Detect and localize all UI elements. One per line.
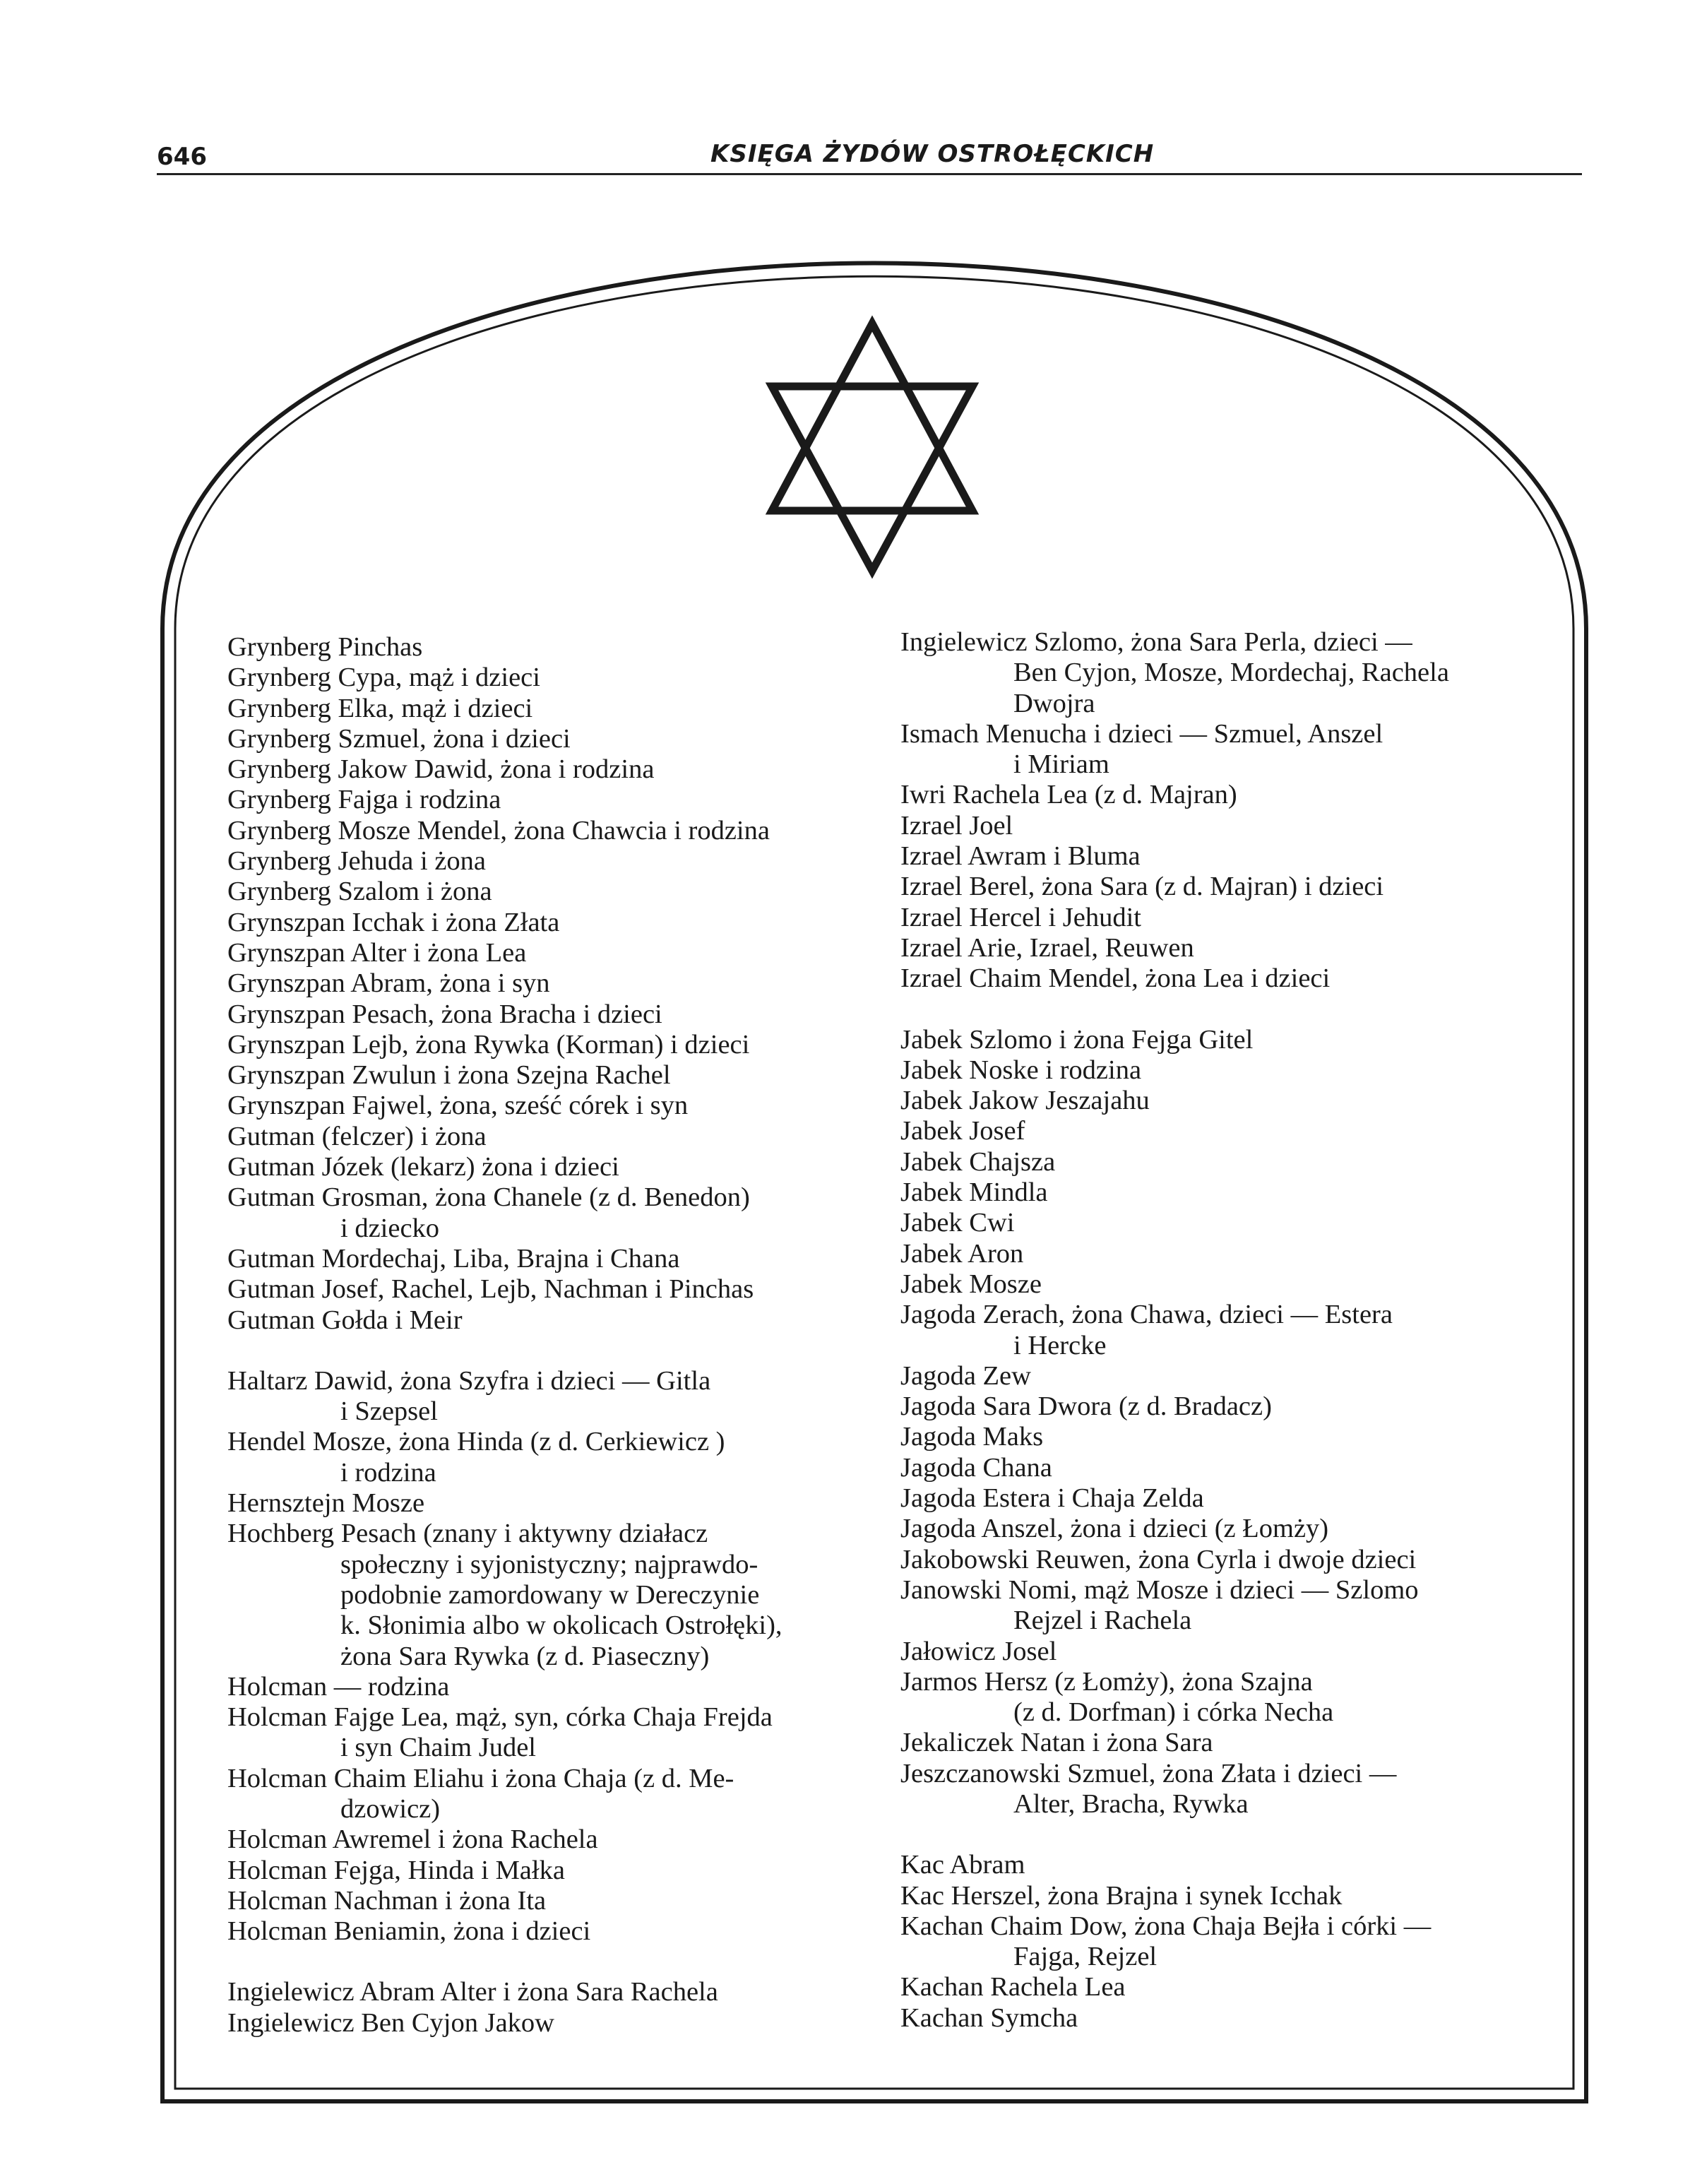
name-entry: Jagoda Chana: [900, 1452, 1052, 1483]
name-entry-continuation: i Miriam: [1013, 749, 1109, 780]
name-entry: Grynszpan Alter i żona Lea: [227, 937, 527, 968]
name-entry: Jałowicz Josel: [900, 1636, 1057, 1666]
name-entry: Grynberg Mosze Mendel, żona Chawcia i rodzina: [227, 815, 770, 845]
name-entry: Gutman Gołda i Meir: [227, 1305, 463, 1335]
name-entry: Hochberg Pesach (znany i aktywny działacz: [227, 1519, 708, 1549]
name-entry-continuation: Fajga, Rejzel: [1013, 1942, 1158, 1972]
name-entry: Jagoda Zerach, żona Chawa, dzieci — Estera: [900, 1300, 1393, 1330]
name-entry: Grynszpan Icchak i żona Złata: [227, 907, 560, 937]
name-entry: Holcman Fajge Lea, mąż, syn, córka Chaja Frejda: [227, 1702, 773, 1733]
name-entry: Holcman — rodzina: [227, 1671, 450, 1702]
name-entry: Jabek Mindla: [900, 1177, 1048, 1208]
name-entry: Holcman Awremel i żona Rachela: [227, 1824, 598, 1855]
section-gap: [900, 995, 1449, 1025]
name-entry: Kachan Symcha: [900, 2002, 1078, 2033]
name-entry: Grynberg Jakow Dawid, żona i rodzina: [227, 754, 655, 785]
name-entry: Izrael Hercel i Jehudit: [900, 902, 1141, 932]
name-entry: Grynszpan Pesach, żona Bracha i dzieci: [227, 999, 662, 1029]
name-entry: Izrael Chaim Mendel, żona Lea i dzieci: [900, 963, 1331, 994]
name-entry: Gutman Józek (lekarz) żona i dzieci: [227, 1152, 619, 1182]
name-entry: Jabek Chajsza: [900, 1146, 1056, 1177]
name-entry-continuation: społeczny i syjonistyczny; najprawdo-: [340, 1549, 758, 1579]
name-entry: Grynszpan Zwulun i żona Szejna Rachel: [227, 1060, 671, 1091]
name-entry: Grynberg Cypa, mąż i dzieci: [227, 663, 540, 693]
name-entry-continuation: Alter, Bracha, Rywka: [1013, 1788, 1249, 1819]
section-gap: [227, 1336, 782, 1366]
name-entry: Jagoda Sara Dwora (z d. Bradacz): [900, 1391, 1272, 1422]
name-entry: Jagoda Zew: [900, 1360, 1031, 1391]
name-entry: Jabek Aron: [900, 1238, 1024, 1269]
name-entry: Jagoda Estera i Chaja Zelda: [900, 1483, 1204, 1514]
name-entry: Jabek Josef: [900, 1116, 1025, 1146]
name-entry: Kac Herszel, żona Brajna i synek Icchak: [900, 1880, 1343, 1911]
name-entry-continuation: i rodzina: [340, 1457, 436, 1488]
name-entry: Ingielewicz Ben Cyjon Jakow: [227, 2007, 554, 2038]
name-entry: Izrael Awram i Bluma: [900, 841, 1141, 872]
name-entry: Izrael Berel, żona Sara (z d. Majran) i dzieci: [900, 872, 1384, 902]
right-name-column: [900, 627, 1449, 2034]
name-entry-continuation: żona Sara Rywka (z d. Piaseczny): [340, 1641, 710, 1671]
name-entry: Gutman Grosman, żona Chanele (z d. Benedon): [227, 1182, 750, 1213]
section-gap: [227, 1947, 782, 1977]
name-entry-continuation: dzowicz): [340, 1793, 441, 1824]
name-entry-continuation: Rejzel i Rachela: [1013, 1606, 1192, 1636]
name-entry: Jagoda Anszel, żona i dzieci (z Łomży): [900, 1514, 1329, 1544]
name-entry: Holcman Chaim Eliahu i żona Chaja (z d. Me-: [227, 1763, 734, 1793]
name-entry: Jabek Mosze: [900, 1269, 1042, 1299]
name-entry: Ingielewicz Szlomo, żona Sara Perla, dzieci —: [900, 627, 1412, 657]
name-entry-continuation: k. Słonimia albo w okolicach Ostrołęki),: [340, 1610, 782, 1641]
name-entry-continuation: i Szepsel: [340, 1396, 438, 1427]
name-entry: Gutman Josef, Rachel, Lejb, Nachman i Pinchas: [227, 1274, 754, 1305]
name-entry: Jabek Cwi: [900, 1208, 1015, 1238]
name-entry: Grynszpan Lejb, żona Rywka (Korman) i dzieci: [227, 1029, 750, 1060]
name-entry: Jagoda Maks: [900, 1422, 1044, 1452]
running-title: KSIĘGA ŻYDÓW OSTROŁĘCKICH: [710, 140, 1155, 168]
name-entry: Jakobowski Reuwen, żona Cyrla i dwoje dzieci: [900, 1544, 1417, 1574]
name-entry: Grynberg Jehuda i żona: [227, 846, 486, 877]
name-entry-continuation: i syn Chaim Judel: [340, 1733, 536, 1763]
name-entry: Jabek Szlomo i żona Fejga Gitel: [900, 1024, 1254, 1055]
name-entry-continuation: Ben Cyjon, Mosze, Mordechaj, Rachela: [1013, 658, 1449, 688]
name-entry: Jabek Noske i rodzina: [900, 1055, 1142, 1085]
left-name-column: [227, 632, 782, 2038]
name-entry: Grynberg Szalom i żona: [227, 877, 492, 907]
name-entry: Grynberg Pinchas: [227, 632, 423, 662]
name-entry: Jarmos Hersz (z Łomży), żona Szajna: [900, 1666, 1313, 1697]
name-entry: Hendel Mosze, żona Hinda (z d. Cerkiewicz ): [227, 1427, 725, 1457]
name-entry: Jekaliczek Natan i żona Sara: [900, 1728, 1213, 1758]
name-entry: Kachan Chaim Dow, żona Chaja Bejła i córki —: [900, 1911, 1432, 1941]
name-entry: Grynberg Fajga i rodzina: [227, 785, 501, 815]
name-entry-continuation: i Hercke: [1013, 1330, 1107, 1360]
name-entry: Jabek Jakow Jeszajahu: [900, 1086, 1150, 1116]
name-entry-continuation: podobnie zamordowany w Dereczynie: [340, 1579, 760, 1610]
name-entry: Kac Abram: [900, 1850, 1025, 1880]
name-entry: Iwri Rachela Lea (z d. Majran): [900, 780, 1237, 810]
name-entry-continuation: (z d. Dorfman) i córka Necha: [1013, 1697, 1334, 1728]
name-entry: Izrael Arie, Izrael, Reuwen: [900, 932, 1194, 963]
name-entry-continuation: Dwojra: [1013, 688, 1095, 718]
name-entry: Holcman Nachman i żona Ita: [227, 1885, 547, 1916]
section-gap: [900, 1820, 1449, 1850]
name-entry: Holcman Beniamin, żona i dzieci: [227, 1916, 591, 1947]
name-entry: Hernsztejn Mosze: [227, 1488, 425, 1519]
name-entry: Kachan Rachela Lea: [900, 1972, 1126, 2002]
name-entry: Grynberg Szmuel, żona i dzieci: [227, 723, 571, 754]
name-entry: Haltarz Dawid, żona Szyfra i dzieci — Gitla: [227, 1365, 711, 1396]
name-entry: Grynberg Elka, mąż i dzieci: [227, 693, 533, 723]
name-entry: Gutman Mordechaj, Liba, Brajna i Chana: [227, 1243, 680, 1274]
name-entry: Jeszczanowski Szmuel, żona Złata i dzieci —: [900, 1758, 1397, 1788]
page-number: 646: [157, 143, 207, 171]
name-entry: Izrael Joel: [900, 810, 1013, 841]
name-entry: Gutman (felczer) i żona: [227, 1121, 487, 1151]
name-entry: Ismach Menucha i dzieci — Szmuel, Anszel: [900, 718, 1383, 749]
name-entry: Holcman Fejga, Hinda i Małka: [227, 1855, 565, 1885]
name-entry: Grynszpan Fajwel, żona, sześć córek i syn: [227, 1091, 689, 1121]
name-entry: Janowski Nomi, mąż Mosze i dzieci — Szlomo: [900, 1574, 1419, 1605]
name-entry: Grynszpan Abram, żona i syn: [227, 968, 550, 999]
name-entry-continuation: i dziecko: [340, 1213, 440, 1243]
name-entry: Ingielewicz Abram Alter i żona Sara Rachela: [227, 1977, 718, 2007]
